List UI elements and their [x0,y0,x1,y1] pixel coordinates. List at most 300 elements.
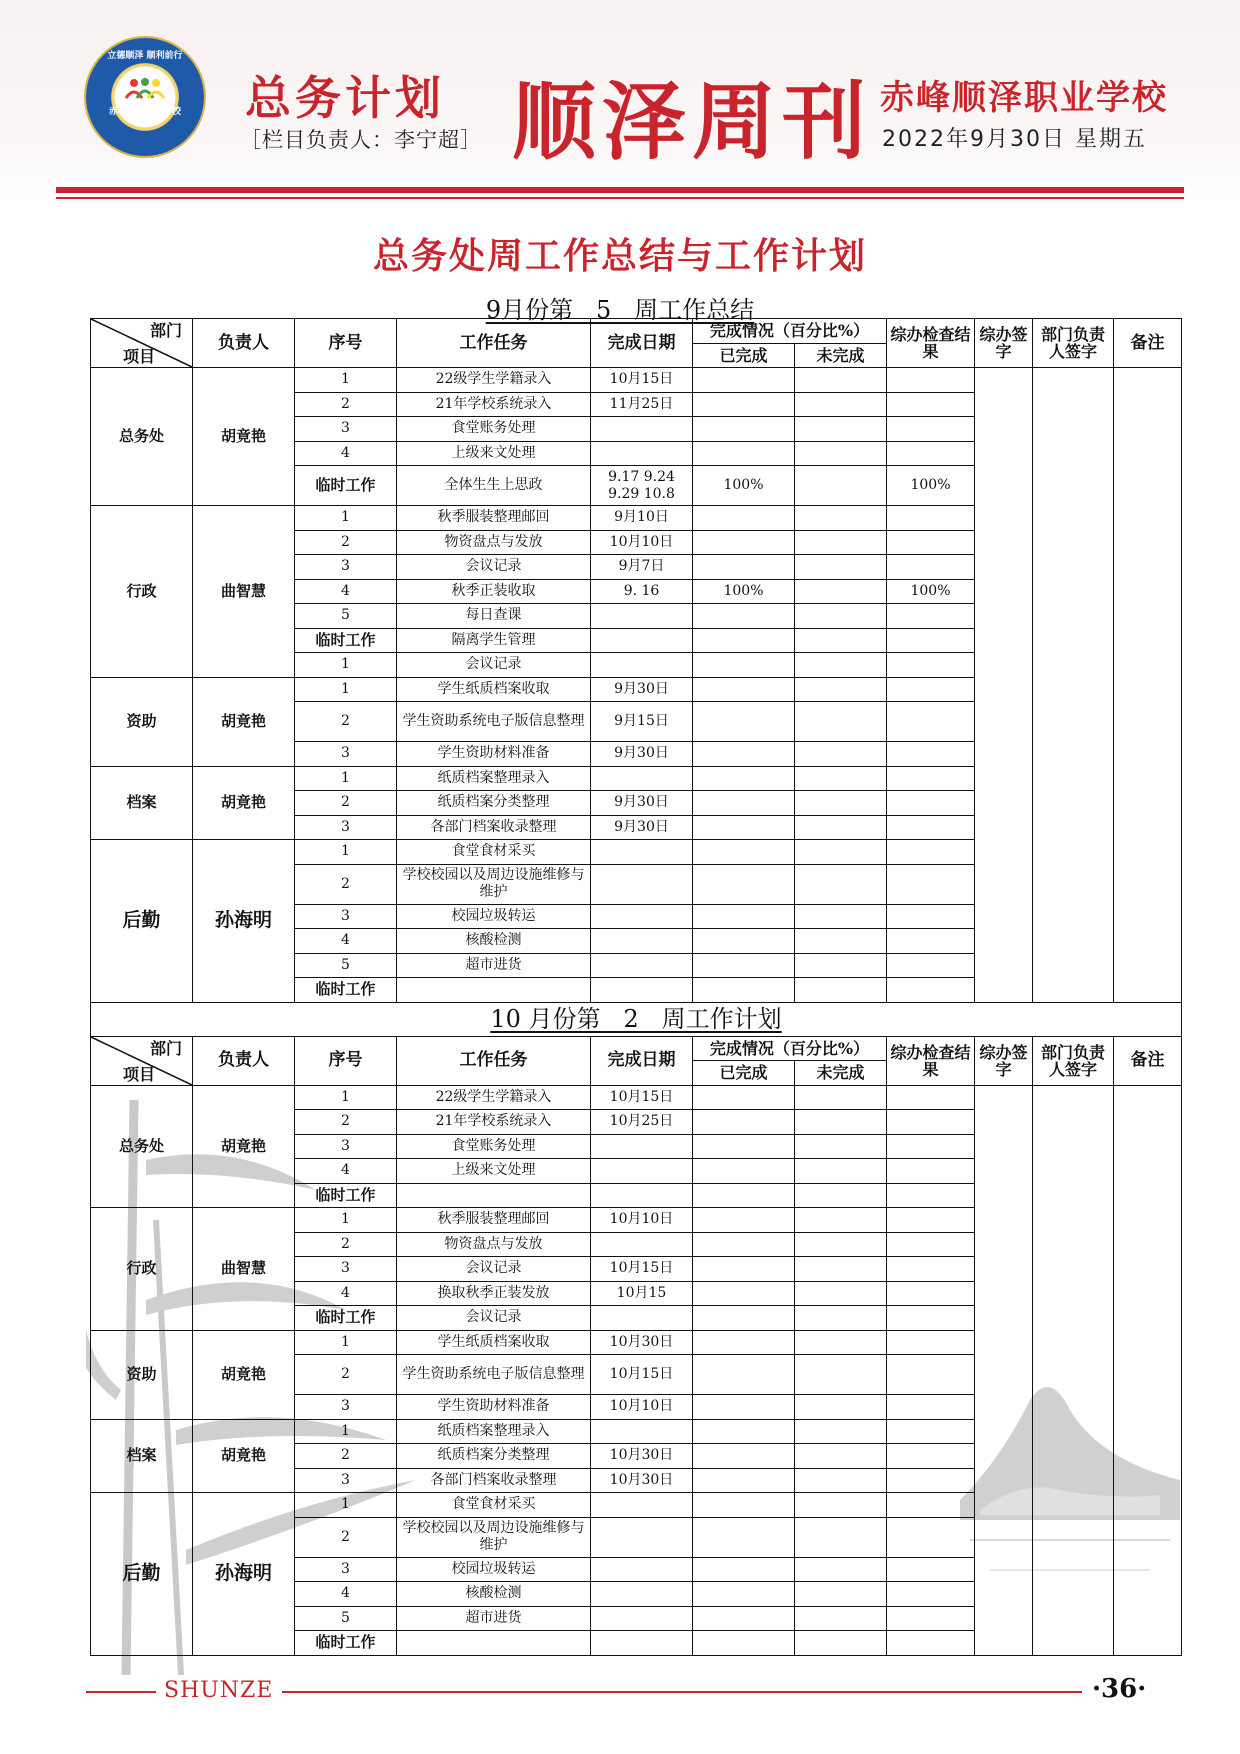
check-cell [887,1493,975,1518]
check-cell [887,1110,975,1135]
task-cell: 食堂食材采买 [397,1493,591,1518]
done-cell [693,1582,795,1607]
undone-cell [795,953,887,978]
undone-cell [795,506,887,531]
task-cell: 会议记录 [397,1257,591,1282]
check-cell [887,530,975,555]
seq-cell: 4 [295,1582,397,1607]
dept-cell: 后勤 [91,1493,193,1656]
due-cell: 10月15 [591,1281,693,1306]
task-cell: 换取秋季正装发放 [397,1281,591,1306]
task-cell: 食堂账务处理 [397,1134,591,1159]
seq-cell: 3 [295,904,397,929]
undone-cell [795,1557,887,1582]
due-cell [591,653,693,678]
task-cell: 纸质档案整理录入 [397,766,591,791]
due-cell [591,953,693,978]
page-number: ·36· [1092,1674,1147,1704]
task-cell: 核酸检测 [397,929,591,954]
column-editor: ［栏目负责人：李宁超］ [240,128,482,152]
task-cell: 纸质档案分类整理 [397,791,591,816]
done-cell [693,1355,795,1395]
header-person: 负责人 [193,1036,295,1085]
done-cell [693,702,795,742]
check-cell [887,1232,975,1257]
check-cell [887,929,975,954]
seq-cell: 1 [295,766,397,791]
header-undone: 未完成 [795,1061,887,1086]
done-cell [693,368,795,393]
task-cell: 物资盘点与发放 [397,1232,591,1257]
check-cell [887,1468,975,1493]
due-cell: 10月15日 [591,1355,693,1395]
task-cell: 秋季正装收取 [397,579,591,604]
seq-cell: 1 [295,1419,397,1444]
masthead: 顺泽周刊 [512,72,873,171]
check-cell [887,1159,975,1184]
dept-cell: 资助 [91,677,193,766]
header-due: 完成日期 [591,319,693,368]
task-cell: 纸质档案整理录入 [397,1419,591,1444]
check-cell [887,1281,975,1306]
check-cell [887,742,975,767]
check-cell [887,791,975,816]
seq-cell: 2 [295,1517,397,1557]
due-cell: 9月10日 [591,506,693,531]
check-cell [887,1208,975,1233]
undone-cell [795,1159,887,1184]
undone-cell [795,1281,887,1306]
seq-cell: 临时工作 [295,978,397,1003]
undone-cell [795,702,887,742]
header-task: 工作任务 [397,319,591,368]
due-cell: 10月30日 [591,1444,693,1469]
header-seq: 序号 [295,1036,397,1085]
task-cell: 学校校园以及周边设施维修与维护 [397,1517,591,1557]
person-cell: 曲智慧 [193,506,295,678]
seq-cell: 临时工作 [295,1631,397,1656]
header-sign: 综办签字 [975,1036,1033,1085]
undone-cell [795,978,887,1003]
seq-cell: 4 [295,1281,397,1306]
check-cell [887,1134,975,1159]
header-status: 完成情况（百分比%） [693,319,887,344]
header-dept-head-sign: 部门负责人签字 [1033,319,1114,368]
done-cell [693,978,795,1003]
due-cell: 9月30日 [591,742,693,767]
due-cell [591,1232,693,1257]
task-cell: 学生资助材料准备 [397,742,591,767]
done-cell [693,1232,795,1257]
done-cell [693,628,795,653]
undone-cell [795,742,887,767]
task-cell: 超市进货 [397,1606,591,1631]
done-cell [693,1110,795,1135]
undone-cell [795,840,887,865]
done-cell [693,953,795,978]
task-cell: 各部门档案收录整理 [397,815,591,840]
due-cell: 10月30日 [591,1468,693,1493]
done-cell [693,1419,795,1444]
person-cell: 孙海明 [193,1493,295,1656]
check-cell [887,677,975,702]
check-cell [887,1631,975,1656]
due-cell [591,1306,693,1331]
undone-cell [795,1208,887,1233]
due-cell: 9月15日 [591,702,693,742]
due-cell: 9.17 9.24 9.29 10.8 [591,466,693,506]
task-cell: 学校校园以及周边设施维修与维护 [397,864,591,904]
due-cell [591,1606,693,1631]
check-cell [887,904,975,929]
header-person: 负责人 [193,319,295,368]
table-row [91,368,1182,393]
check-cell [887,1355,975,1395]
task-cell: 食堂食材采买 [397,840,591,865]
header-status: 完成情况（百分比%） [693,1036,887,1061]
task-cell: 22级学生学籍录入 [397,368,591,393]
check-cell [887,441,975,466]
undone-cell [795,1395,887,1420]
done-cell [693,1631,795,1656]
done-cell [693,417,795,442]
header-item-label: 项目 [123,347,156,366]
undone-cell [795,1183,887,1208]
task-cell [397,1183,591,1208]
due-cell: 10月25日 [591,1110,693,1135]
check-cell [887,653,975,678]
seq-cell: 5 [295,1606,397,1631]
task-cell: 各部门档案收录整理 [397,1468,591,1493]
due-cell [591,864,693,904]
header-note: 备注 [1114,319,1182,368]
done-cell [693,653,795,678]
task-cell [397,1631,591,1656]
undone-cell [795,441,887,466]
section-title: 总务计划 [245,71,445,125]
task-cell: 学生纸质档案收取 [397,1330,591,1355]
done-cell [693,1330,795,1355]
header-diagonal-cell [91,1036,193,1085]
header-rule [56,187,1184,193]
check-cell [887,864,975,904]
dept-cell: 行政 [91,506,193,678]
undone-cell [795,1493,887,1518]
due-cell [591,1517,693,1557]
seq-cell: 1 [295,1085,397,1110]
header-done: 已完成 [693,343,795,368]
note-cell [1114,1085,1182,1655]
due-cell: 10月30日 [591,1330,693,1355]
done-cell [693,1395,795,1420]
seq-cell: 3 [295,742,397,767]
due-cell [591,978,693,1003]
task-cell: 学生资助材料准备 [397,1395,591,1420]
due-cell [591,441,693,466]
undone-cell [795,417,887,442]
person-cell: 胡竟艳 [193,677,295,766]
undone-cell [795,579,887,604]
header-item-label: 项目 [123,1064,156,1084]
seq-cell: 2 [295,1444,397,1469]
person-cell: 胡竟艳 [193,368,295,506]
header-diagonal-cell [91,319,193,368]
check-cell: 100% [887,466,975,506]
undone-cell [795,864,887,904]
task-cell: 物资盘点与发放 [397,530,591,555]
task-cell [397,978,591,1003]
undone-cell [795,628,887,653]
dept-cell: 总务处 [91,368,193,506]
due-cell: 9月30日 [591,815,693,840]
person-cell: 胡竟艳 [193,1419,295,1493]
done-cell [693,766,795,791]
undone-cell [795,466,887,506]
check-cell [887,1582,975,1607]
undone-cell [795,555,887,580]
page-title: 总务处周工作总结与工作计划 [372,235,867,277]
due-cell: 10月10日 [591,530,693,555]
undone-cell [795,1257,887,1282]
done-cell [693,1159,795,1184]
done-cell [693,904,795,929]
task-cell: 学生资助系统电子版信息整理 [397,1355,591,1395]
dept-cell: 后勤 [91,840,193,1003]
done-cell [693,840,795,865]
person-cell: 胡竟艳 [193,1085,295,1208]
due-cell: 10月10日 [591,1395,693,1420]
header-task: 工作任务 [397,1036,591,1085]
undone-cell [795,1582,887,1607]
seq-cell: 3 [295,815,397,840]
done-cell [693,1134,795,1159]
check-cell [887,1330,975,1355]
done-cell [693,815,795,840]
done-cell [693,506,795,531]
done-cell [693,677,795,702]
seq-cell: 3 [295,1557,397,1582]
undone-cell [795,368,887,393]
task-cell: 秋季服装整理邮回 [397,506,591,531]
seq-cell: 3 [295,1395,397,1420]
done-cell [693,1606,795,1631]
undone-cell [795,1631,887,1656]
done-cell: 100% [693,579,795,604]
seq-cell: 1 [295,653,397,678]
school-logo [86,38,204,156]
footer-rule-left [86,1691,156,1693]
logo-school-text: 赤峰顺泽职业学校 [108,107,181,117]
due-cell [591,417,693,442]
header-dept-head-sign: 部门负责人签字 [1033,1036,1114,1085]
seq-cell: 2 [295,864,397,904]
check-cell [887,840,975,865]
person-cell: 孙海明 [193,840,295,1003]
check-cell [887,1257,975,1282]
due-cell: 10月10日 [591,1208,693,1233]
school-name: 赤峰顺泽职业学校 [880,78,1168,118]
check-cell [887,1444,975,1469]
task-cell: 秋季服装整理邮回 [397,1208,591,1233]
due-cell [591,1582,693,1607]
seq-cell: 2 [295,530,397,555]
dept-cell: 总务处 [91,1085,193,1208]
check-cell [887,1183,975,1208]
task-cell: 隔离学生管理 [397,628,591,653]
due-cell [591,840,693,865]
header-rule-thin [56,197,1184,199]
check-cell [887,368,975,393]
task-cell: 会议记录 [397,1306,591,1331]
undone-cell [795,653,887,678]
seq-cell: 1 [295,677,397,702]
done-cell: 100% [693,466,795,506]
seq-cell: 1 [295,840,397,865]
footer-rule-right [282,1691,1082,1693]
task-cell: 学生资助系统电子版信息整理 [397,702,591,742]
due-cell [591,1134,693,1159]
seq-cell: 5 [295,604,397,629]
check-cell [887,604,975,629]
seq-cell: 临时工作 [295,1183,397,1208]
seq-cell: 2 [295,1355,397,1395]
logo-top-text: 立德顺泽 顺利前行 [107,51,183,61]
seq-cell: 1 [295,368,397,393]
check-cell [887,1557,975,1582]
due-cell: 9月7日 [591,555,693,580]
seq-cell: 1 [295,506,397,531]
done-cell [693,1183,795,1208]
task-cell: 会议记录 [397,653,591,678]
seq-cell: 4 [295,929,397,954]
check-cell [887,702,975,742]
done-cell [693,1208,795,1233]
done-cell [693,441,795,466]
undone-cell [795,604,887,629]
undone-cell [795,929,887,954]
due-cell: 9月30日 [591,677,693,702]
header-done: 已完成 [693,1061,795,1086]
task-cell: 超市进货 [397,953,591,978]
seq-cell: 临时工作 [295,1306,397,1331]
seq-cell: 2 [295,791,397,816]
issue-date: 2022年9月30日 星期五 [882,127,1147,152]
seq-cell: 2 [295,1232,397,1257]
seq-cell: 临时工作 [295,466,397,506]
task-cell: 21年学校系统录入 [397,1110,591,1135]
person-cell: 胡竟艳 [193,1330,295,1419]
done-cell [693,530,795,555]
check-cell [887,1517,975,1557]
note-cell [1114,368,1182,1003]
check-cell [887,978,975,1003]
header-check: 综办检查结果 [887,1036,975,1085]
done-cell [693,1517,795,1557]
due-cell [591,1557,693,1582]
undone-cell [795,1085,887,1110]
due-cell: 9月30日 [591,791,693,816]
person-cell: 曲智慧 [193,1208,295,1331]
seq-cell: 临时工作 [295,628,397,653]
done-cell [693,742,795,767]
done-cell [693,1468,795,1493]
undone-cell [795,1606,887,1631]
done-cell [693,929,795,954]
seq-cell: 5 [295,953,397,978]
check-cell: 100% [887,579,975,604]
task-cell: 21年学校系统录入 [397,392,591,417]
check-cell [887,555,975,580]
header-check: 综办检查结果 [887,319,975,368]
seq-cell: 3 [295,1134,397,1159]
check-cell [887,953,975,978]
due-cell: 9. 16 [591,579,693,604]
done-cell [693,1257,795,1282]
footer-brand: SHUNZE [164,1678,274,1703]
done-cell [693,555,795,580]
header-undone: 未完成 [795,343,887,368]
due-cell [591,628,693,653]
header-due: 完成日期 [591,1036,693,1085]
task-cell: 上级来文处理 [397,1159,591,1184]
dept-cell: 档案 [91,766,193,840]
seq-cell: 1 [295,1493,397,1518]
seq-cell: 1 [295,1208,397,1233]
undone-cell [795,1444,887,1469]
check-cell [887,1306,975,1331]
header-sign: 综办签字 [975,319,1033,368]
task-cell: 校园垃圾转运 [397,1557,591,1582]
seq-cell: 3 [295,1257,397,1282]
head-sign-cell [1033,1085,1114,1655]
done-cell [693,392,795,417]
due-cell [591,1493,693,1518]
task-cell: 全体生生上思政 [397,466,591,506]
check-cell [887,766,975,791]
undone-cell [795,791,887,816]
check-cell [887,1606,975,1631]
check-cell [887,1419,975,1444]
seq-cell: 4 [295,1159,397,1184]
due-cell [591,1159,693,1184]
sign-cell [975,1085,1033,1655]
sign-cell [975,368,1033,1003]
seq-cell: 3 [295,417,397,442]
undone-cell [795,1468,887,1493]
due-cell [591,1183,693,1208]
check-cell [887,628,975,653]
plan-title: 10 月份第 2 周工作计划 [91,1002,1182,1036]
done-cell [693,791,795,816]
due-cell: 11月25日 [591,392,693,417]
undone-cell [795,1134,887,1159]
table-row [91,1085,1182,1110]
task-cell: 会议记录 [397,555,591,580]
due-cell [591,1631,693,1656]
task-cell: 纸质档案分类整理 [397,1444,591,1469]
seq-cell: 4 [295,441,397,466]
undone-cell [795,1306,887,1331]
done-cell [693,1306,795,1331]
due-cell: 10月15日 [591,368,693,393]
task-cell: 每日查课 [397,604,591,629]
check-cell [887,1395,975,1420]
done-cell [693,1444,795,1469]
due-cell: 10月15日 [591,1085,693,1110]
header-seq: 序号 [295,319,397,368]
check-cell [887,417,975,442]
dept-cell: 档案 [91,1419,193,1493]
